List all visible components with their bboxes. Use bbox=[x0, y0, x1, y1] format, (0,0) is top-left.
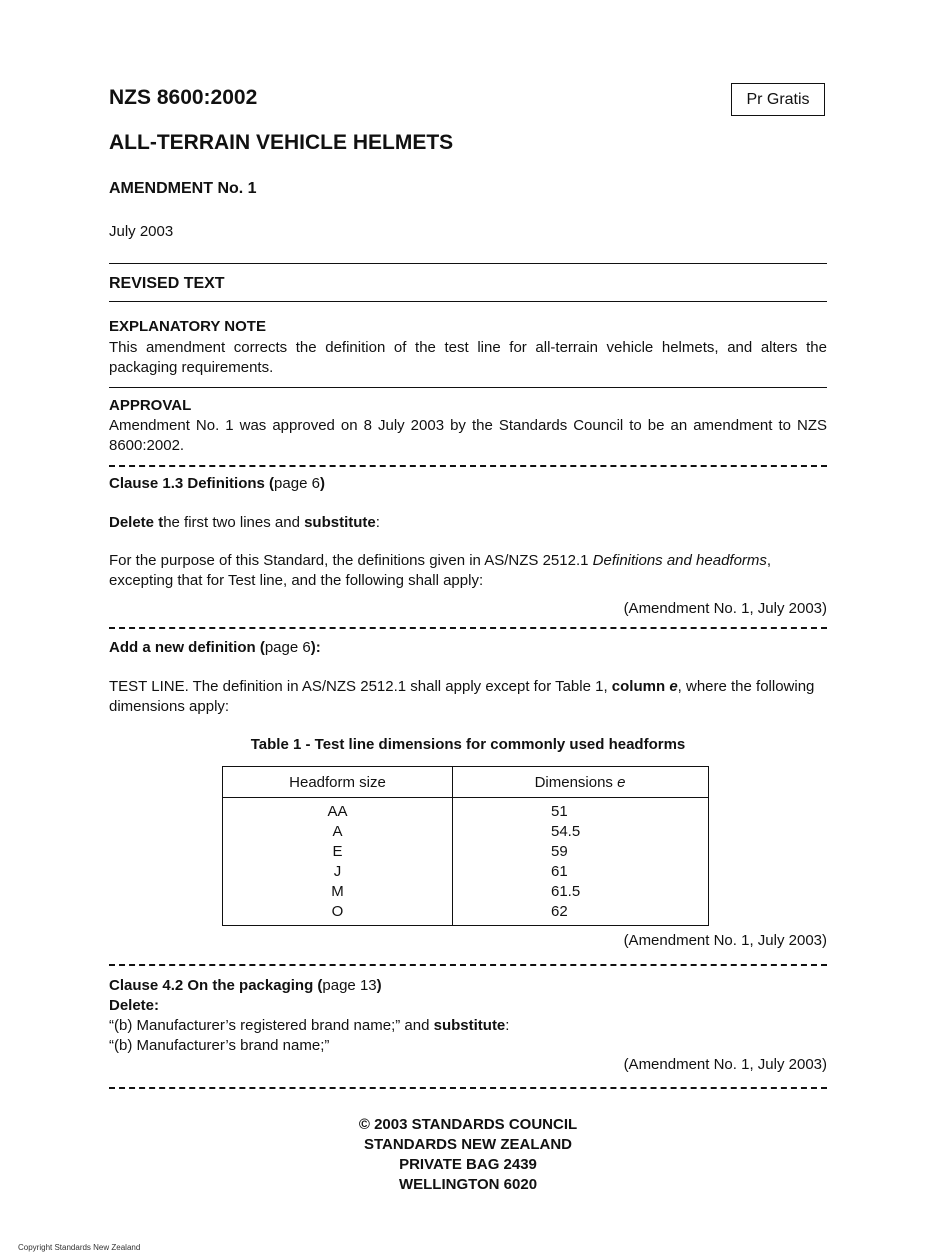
clause-1-3-text: For the purpose of this Standard, the definitions given in AS/NZS 2512.1 Definitions and headforms, excepting that for Test line, and the following shall apply: bbox=[109, 552, 772, 589]
dashed-divider bbox=[109, 627, 827, 629]
footer-line: WELLINGTON 6020 bbox=[398, 1176, 538, 1193]
divider bbox=[109, 263, 827, 264]
header-headform-size: Headform size bbox=[289, 774, 386, 791]
amendment-number: AMENDMENT No. 1 bbox=[109, 180, 257, 197]
new-definition-heading: Add a new definition (page 6): bbox=[109, 639, 321, 656]
dashed-divider bbox=[109, 964, 827, 966]
footer-line: PRIVATE BAG 2439 bbox=[399, 1156, 537, 1173]
approval-text: Amendment No. 1 was approved on 8 July 2003 by the Standards Council to be an amendment to NZS 8600:2002. bbox=[109, 417, 827, 454]
amendment-reference: (Amendment No. 1, July 2003) bbox=[623, 600, 827, 617]
dashed-divider bbox=[109, 465, 827, 467]
explanatory-note-text: This amendment corrects the definition of the test line for all-terrain vehicle helmets, and alters the packaging requirements. bbox=[109, 339, 827, 376]
footer-line: © 2003 STANDARDS COUNCIL bbox=[358, 1116, 578, 1133]
test-line-definition: TEST LINE. The definition in AS/NZS 2512.1 shall apply except for Table 1, column e, where the following dimensions apply: bbox=[109, 678, 815, 715]
table-row: A 54.5 bbox=[332, 823, 581, 840]
clause-1-3-heading: Clause 1.3 Definitions (page 6) bbox=[109, 475, 325, 492]
table-row: E 59 bbox=[332, 843, 568, 860]
pr-gratis-badge: Pr Gratis bbox=[731, 83, 825, 116]
amendment-reference: (Amendment No. 1, July 2003) bbox=[623, 1056, 827, 1073]
approval-heading: APPROVAL bbox=[109, 397, 192, 414]
table-caption: Table 1 - Test line dimensions for commonly used headforms bbox=[250, 736, 686, 753]
header-rule bbox=[223, 797, 708, 798]
dashed-divider bbox=[109, 1087, 827, 1089]
divider bbox=[109, 301, 827, 302]
table-row: AA 51 bbox=[327, 803, 568, 820]
footer-line: STANDARDS NEW ZEALAND bbox=[363, 1136, 573, 1153]
packaging-new-text: “(b) Manufacturer’s brand name;” bbox=[109, 1037, 330, 1054]
divider bbox=[109, 387, 827, 388]
revised-text-heading: REVISED TEXT bbox=[109, 275, 225, 292]
standard-number: NZS 8600:2002 bbox=[109, 86, 258, 109]
packaging-old-text: “(b) Manufacturer’s registered brand name;” and substitute: bbox=[109, 1017, 510, 1034]
amendment-reference: (Amendment No. 1, July 2003) bbox=[623, 932, 827, 949]
dimensions-table bbox=[222, 766, 709, 926]
copyright-notice: Copyright Standards New Zealand bbox=[18, 1243, 141, 1252]
clause-4-2-heading: Clause 4.2 On the packaging (page 13) bbox=[109, 977, 382, 994]
table-row: J 61 bbox=[333, 863, 568, 880]
table-row: M 61.5 bbox=[331, 883, 581, 900]
document-title: ALL-TERRAIN VEHICLE HELMETS bbox=[109, 131, 454, 154]
amendment-date: July 2003 bbox=[109, 223, 174, 240]
publisher-footer bbox=[109, 1115, 827, 1195]
header-dimensions: Dimensions e bbox=[534, 774, 626, 791]
delete-label: Delete: bbox=[109, 997, 160, 1014]
table-row: O 62 bbox=[331, 903, 568, 920]
clause-1-3-instruction: Delete the first two lines and substitute: bbox=[109, 514, 380, 531]
explanatory-note-heading: EXPLANATORY NOTE bbox=[109, 318, 266, 335]
